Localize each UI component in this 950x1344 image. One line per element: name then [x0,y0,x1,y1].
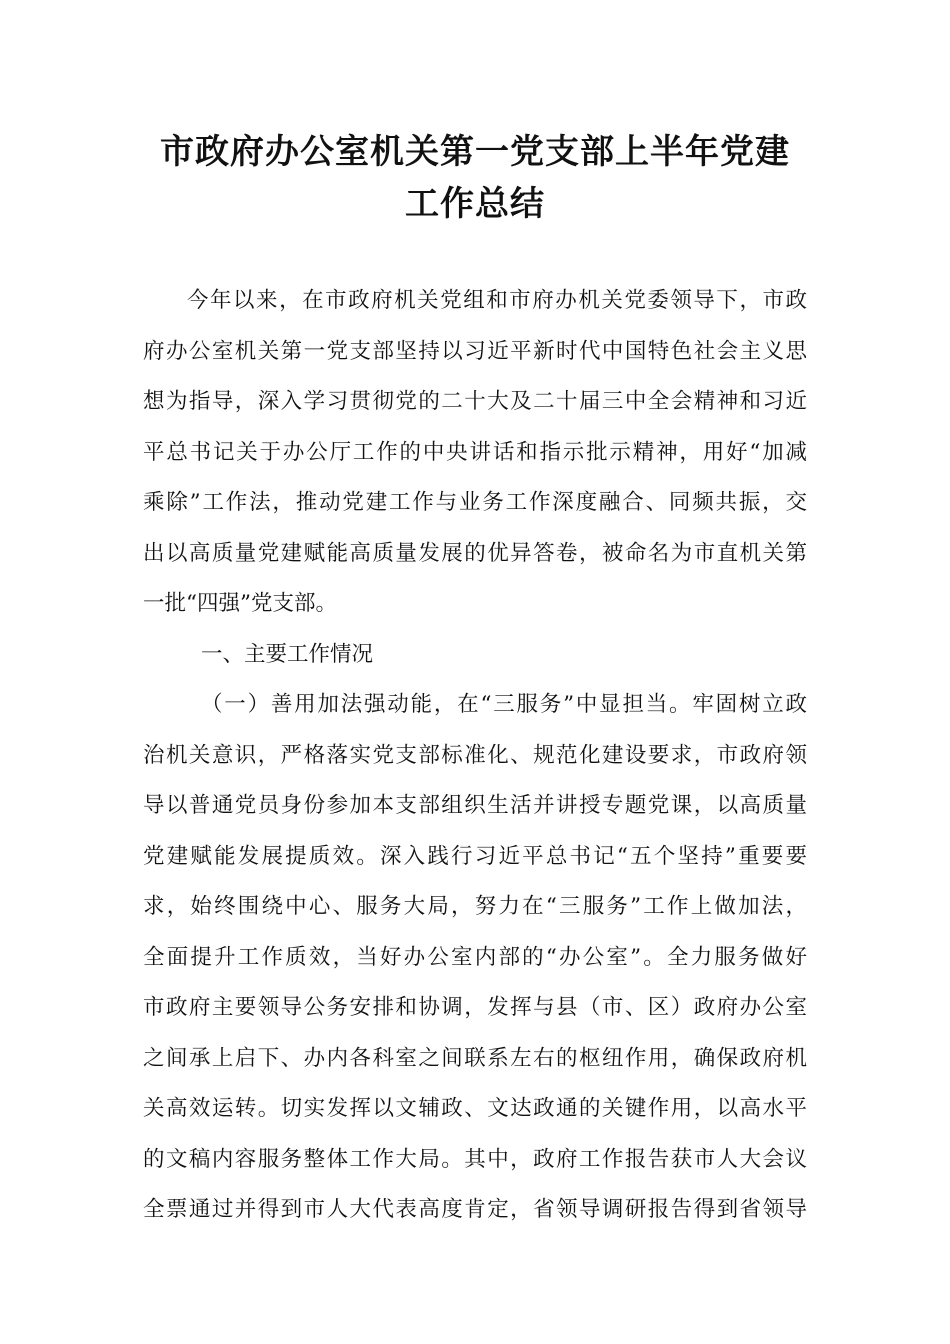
paragraph-line: 一批“四强”党支部。 [143,591,337,616]
paragraph-line: 平总书记关于办公厅工作的中央讲话和指示批示精神，用好“加减 [143,439,807,465]
paragraph-line: 的文稿内容服务整体工作大局。其中，政府工作报告获市人大会议 [143,1146,807,1172]
paragraph-line: （一）善用加法强动能，在“三服务”中显担当。牢固树立政 [201,692,807,717]
section-heading: 一、主要工作情况 [201,641,374,667]
paragraph-line: 市政府主要领导公务安排和协调，发挥与县（市、区）政府办公室 [143,995,807,1020]
paragraph-line: 党建赋能发展提质效。深入践行习近平总书记“五个坚持”重要要 [143,843,807,869]
paragraph-line: 想为指导，深入学习贯彻党的二十大及二十届三中全会精神和习近 [143,389,807,414]
paragraph-line: 治机关意识，严格落实党支部标准化、规范化建设要求，市政府领 [143,742,807,768]
paragraph-line: 全票通过并得到市人大代表高度肯定，省领导调研报告得到省领导 [143,1197,807,1222]
paragraph-line: 之间承上启下、办内各科室之间联系左右的枢纽作用，确保政府机 [143,1045,807,1071]
paragraph-line: 关高效运转。切实发挥以文辅政、文达政通的关键作用，以高水平 [143,1096,807,1121]
paragraph-line: 乘除”工作法，推动党建工作与业务工作深度融合、同频共振，交 [143,490,807,515]
paragraph-line: 出以高质量党建赋能高质量发展的优异答卷，被命名为市直机关第 [143,540,807,566]
paragraph-line: 求，始终围绕中心、服务大局，努力在“三服务”工作上做加法， [143,894,807,919]
paragraph-line: 今年以来，在市政府机关党组和市府办机关党委领导下，市政 [187,288,807,313]
title-line-1: 市政府办公室机关第一党支部上半年党建 [160,132,790,172]
document-body [143,276,807,1236]
paragraph-section-1 [143,680,807,1236]
title-line-2: 工作总结 [405,184,545,224]
paragraph-line: 全面提升工作质效，当好办公室内部的“办公室”。全力服务做好 [143,944,807,970]
paragraph-line: 导以普通党员身份参加本支部组织生活并讲授专题党课，以高质量 [143,793,807,818]
paragraph-line: 府办公室机关第一党支部坚持以习近平新时代中国特色社会主义思 [143,338,807,364]
paragraph-intro [143,276,807,630]
document-title [140,126,810,230]
